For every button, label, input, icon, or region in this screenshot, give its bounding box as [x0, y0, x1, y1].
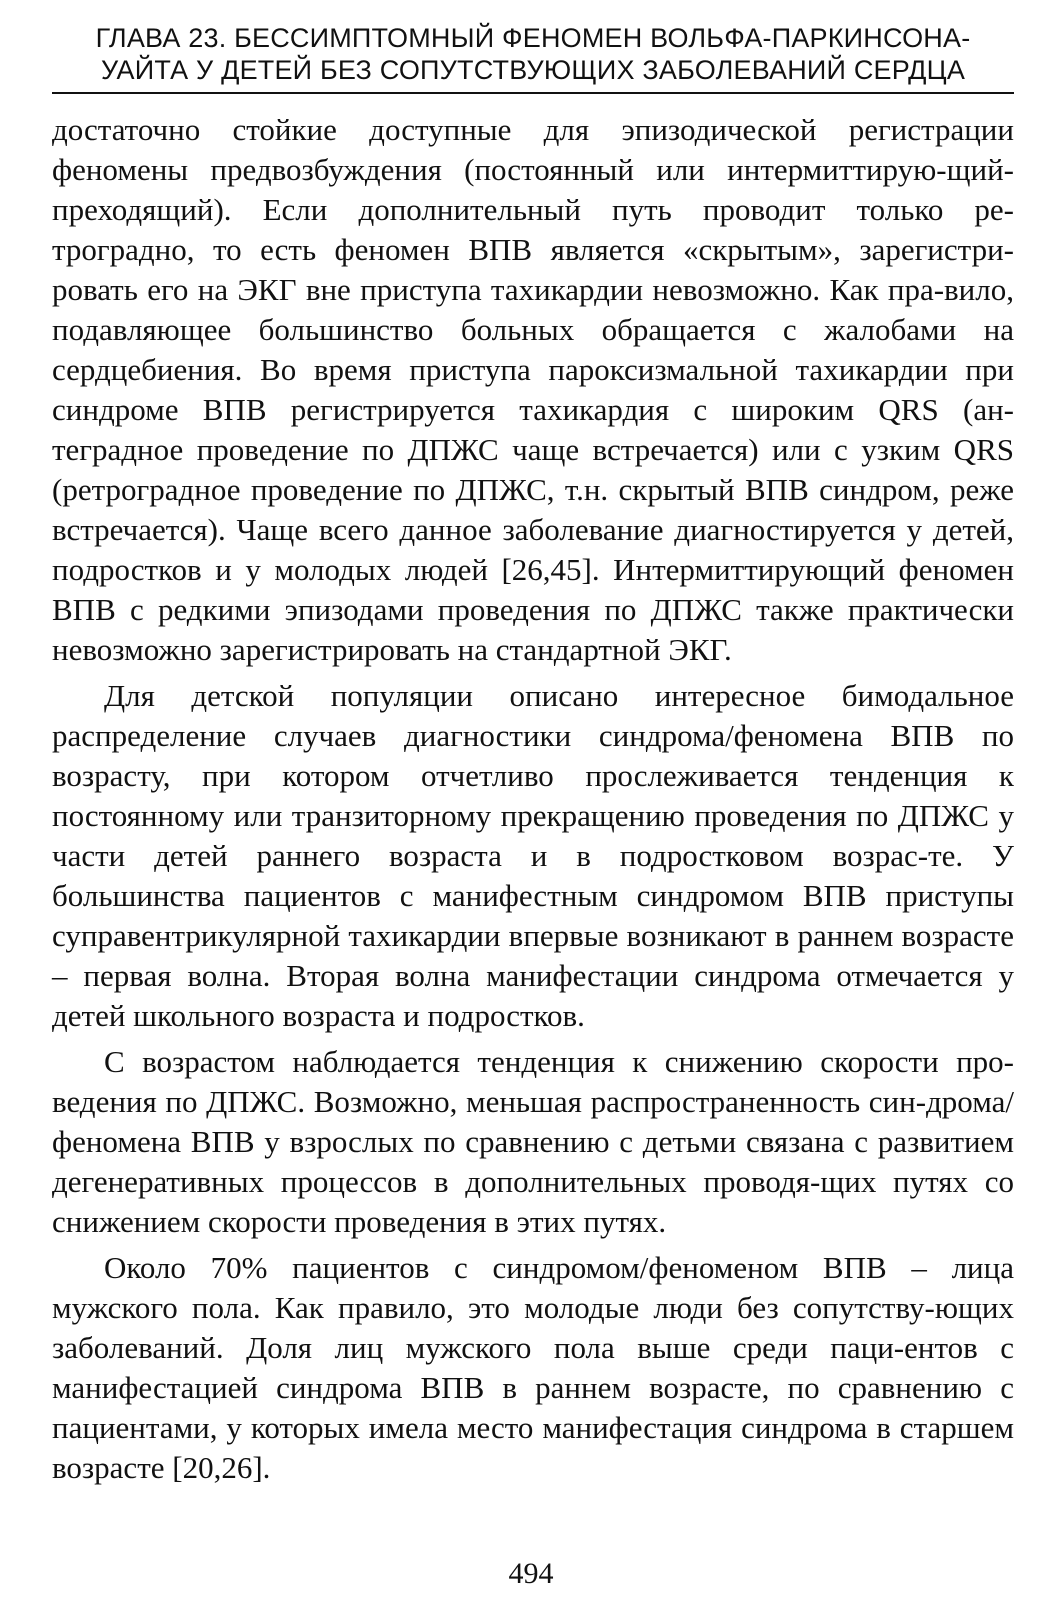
page-number: 494 [508, 1557, 554, 1590]
paragraph-continuation: достаточно стойкие доступные для эпизодической регистрации феномены предвозбуждения (постоянный или интермиттирую-щий-преходящий). Если дополнительный путь проводит только ре-троградно, то есть феномен ВПВ является «скрытым», зарегистри-ровать его на ЭКГ вне приступа тахикардии невозможно. Как пра-вило, подавляющее большинство больных обращается с жалобами на сердцебиения. Во время приступа пароксизмальной тахикардии при синдроме ВПВ регистрируется тахикардия с широким QRS (ан-теградное проведение по ДПЖС чаще встречается) или с узким QRS (ретроградное проведение по ДПЖС, т.н. скрытый ВПВ синдром, реже встречается). Чаще всего данное заболевание диагностируется у детей, подростков и у молодых людей [26,45]. Интермиттирующий феномен ВПВ с редкими эпизодами проведения по ДПЖС также практически невозможно зарегистрировать на стандартной ЭКГ. [52, 112, 1014, 667]
paragraph-conduction-speed: С возрастом наблюдается тенденция к снижению скорости про-ведения по ДПЖС. Возможно, меньшая распространенность син-дрома/феномена ВПВ у взрослых по сравнению с детьми связана с развитием дегенеративных процессов в дополнительных проводя-щих путях со снижением скорости проведения в этих путях. [52, 1044, 1014, 1239]
running-head-line-1: ГЛАВА 23. БЕССИМПТОМНЫЙ ФЕНОМЕН ВОЛЬФА-ПАРКИНСОНА- [95, 23, 971, 53]
body-text [52, 110, 1014, 1494]
running-head-line-2: УАЙТА У ДЕТЕЙ БЕЗ СОПУТСТВУЮЩИХ ЗАБОЛЕВАНИЙ СЕРДЦА [100, 55, 966, 85]
paragraph-male-patients: Около 70% пациентов с синдромом/феноменом ВПВ – лица мужского пола. Как правило, это молодые люди без сопутству-ющих заболеваний. Доля лиц мужского пола выше среди паци-ентов с манифестацией синдрома ВПВ в раннем возрасте, по сравнению с пациентами, у которых имела место манифестация синдрома в старшем возрасте [20,26]. [52, 1250, 1014, 1485]
paragraph-bimodal-distribution: Для детской популяции описано интересное бимодальное распределение случаев диагностики синдрома/феномена ВПВ по возрасту, при котором отчетливо прослеживается тенденция к постоянному или транзиторному прекращению проведения по ДПЖС у части детей раннего возраста и в подростковом возрас-те. У большинства пациентов с манифестным синдромом ВПВ приступы суправентрикулярной тахикардии впервые возникают в раннем возрасте – первая волна. Вторая волна манифестации синдрома отмечается у детей школьного возраста и подростков. [52, 678, 1014, 1033]
header-rule [52, 92, 1014, 94]
running-head [52, 22, 1014, 86]
